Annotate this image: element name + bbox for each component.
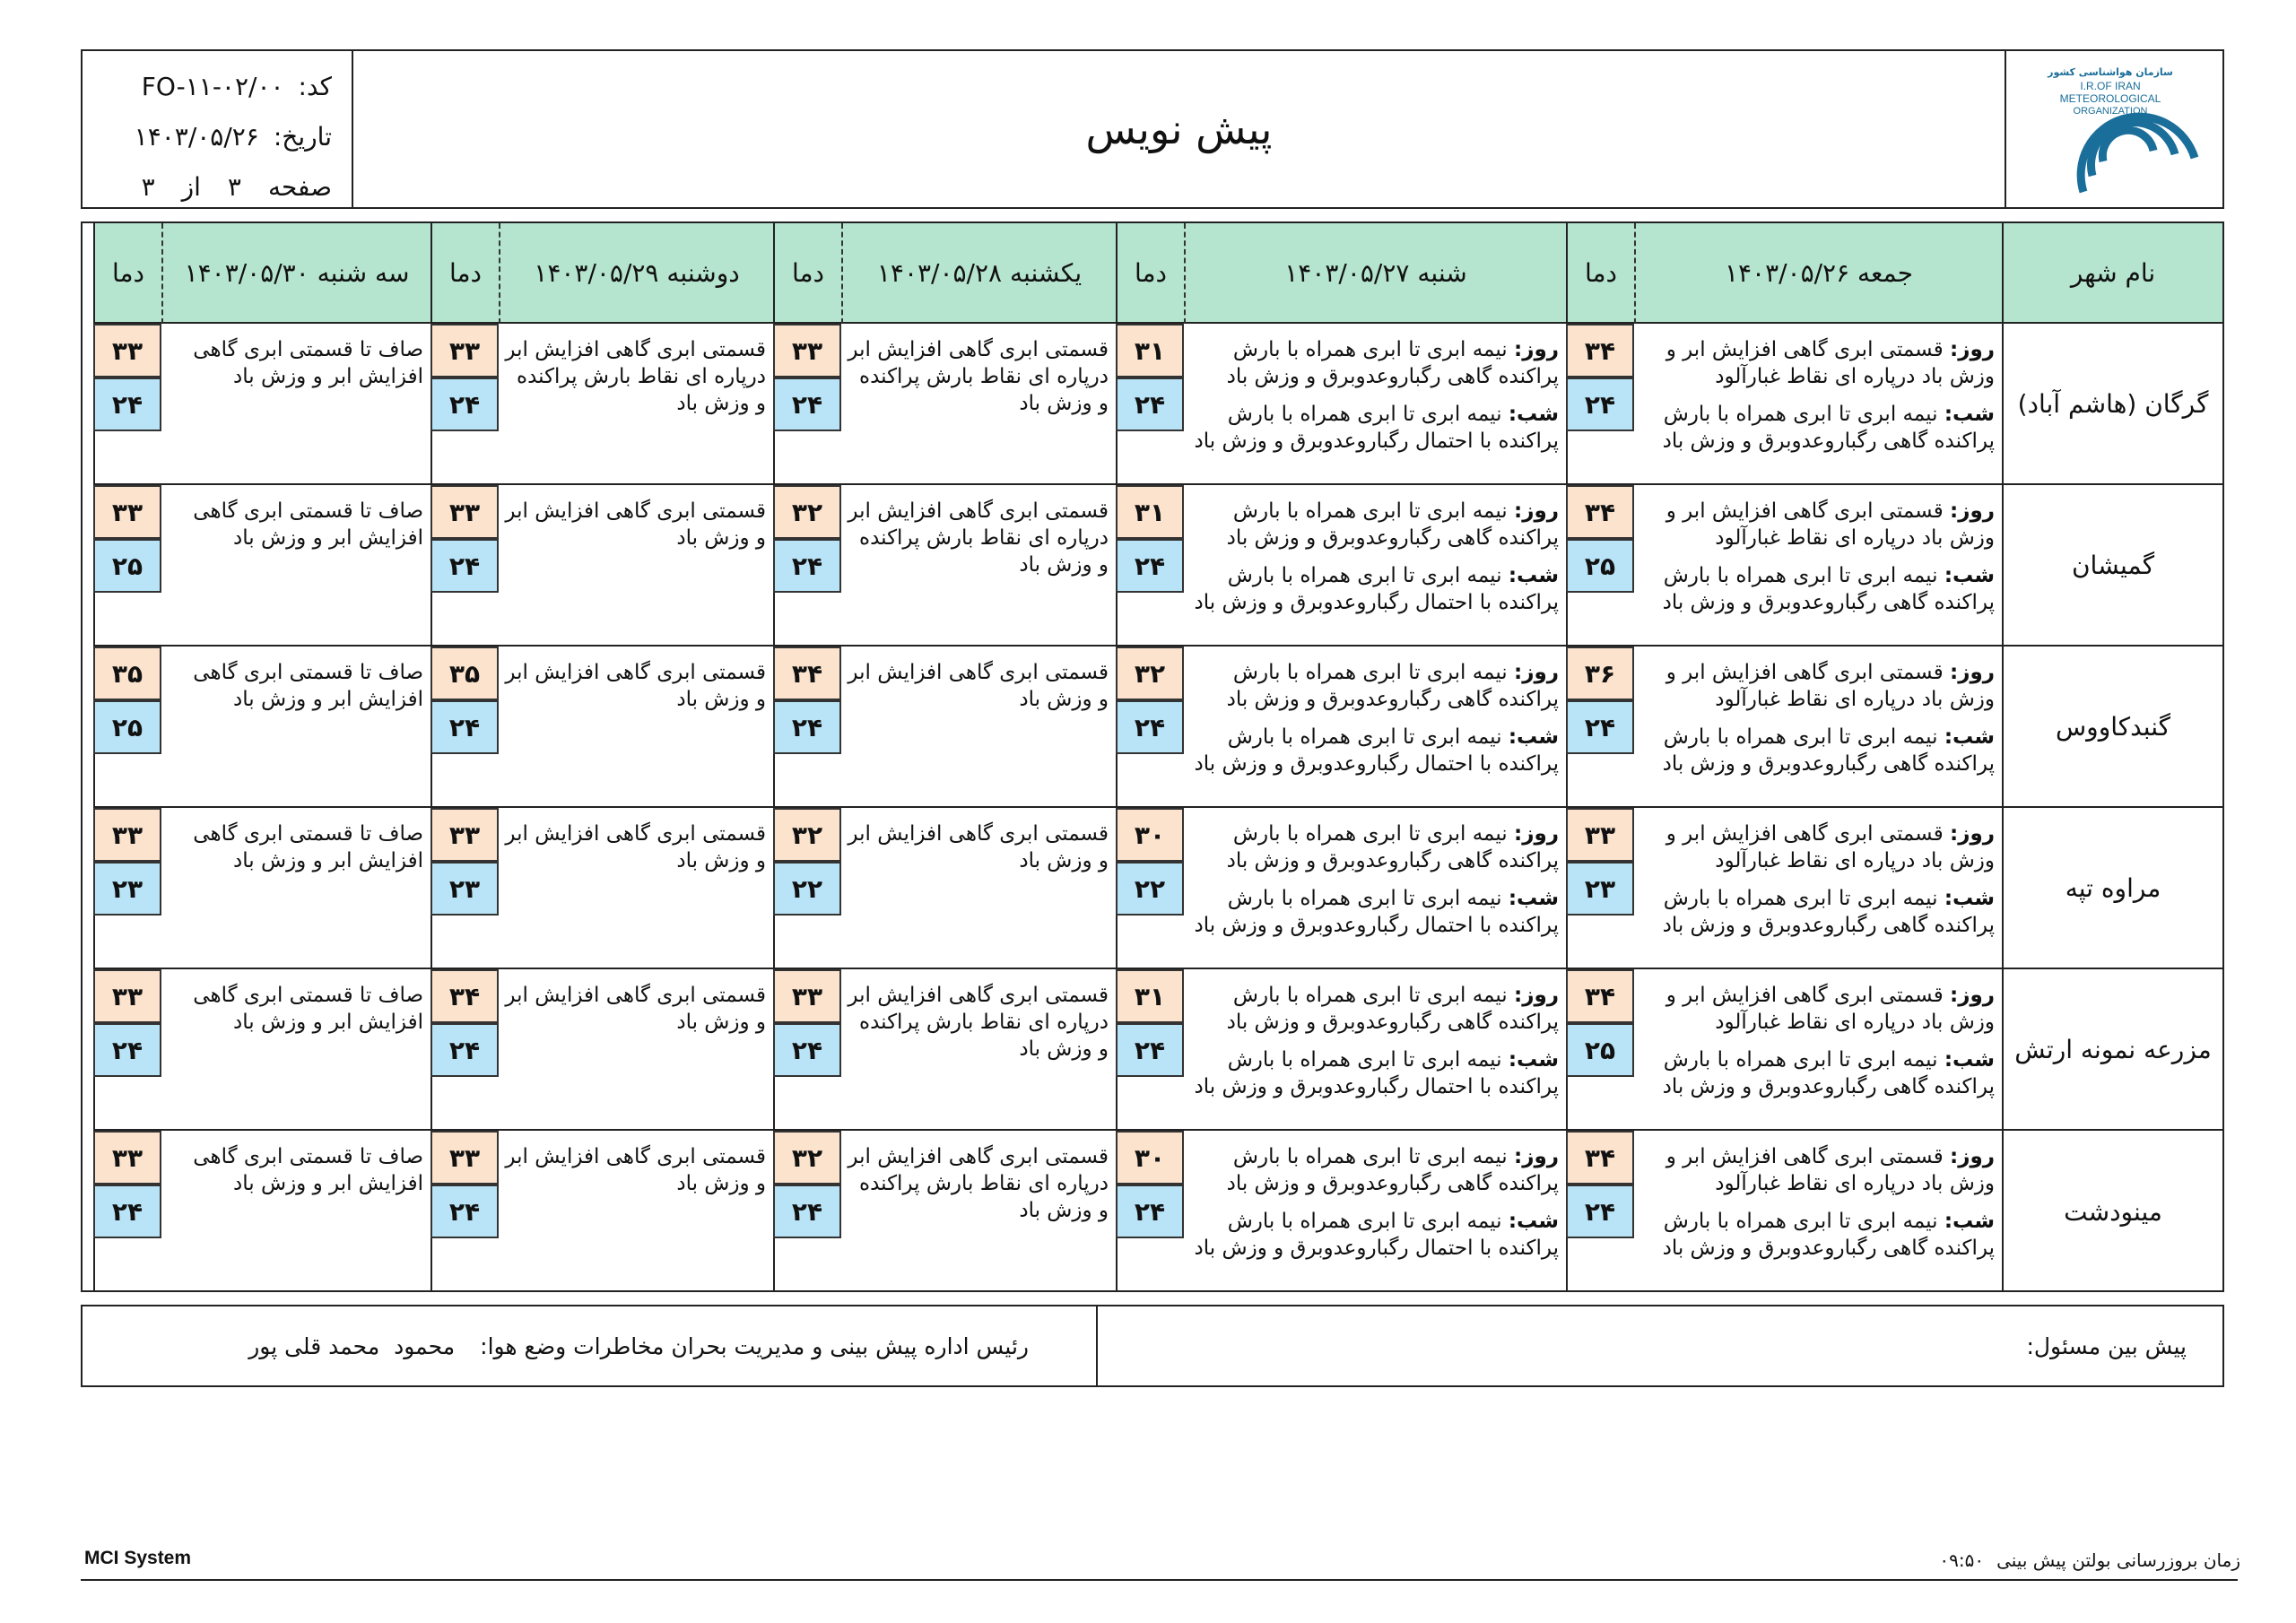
forecaster-cell (1096, 1306, 2222, 1385)
max-temperature: ۳۳ (430, 1131, 499, 1185)
forecast-text: قسمتی ابری گاهی افزایش ابر درپاره ای نقاط بارش پراکنده و وزش باد (505, 338, 766, 415)
date-row (83, 112, 332, 162)
forecast-day-2 (1184, 324, 1566, 485)
min-temperature: ۲۴ (430, 700, 499, 754)
night-forecast (1639, 885, 1995, 939)
forecast-day-4 (499, 808, 773, 969)
forecast-day-2 (1184, 808, 1566, 969)
column-header-temp-5: دما (93, 223, 161, 324)
day-label: روز: (1950, 499, 1995, 523)
max-temperature: ۳۱ (1116, 485, 1184, 539)
column-header-temp-1: دما (1566, 223, 1634, 324)
forecast-day-3 (841, 647, 1116, 808)
forecast-day-1 (1634, 1131, 2002, 1292)
night-forecast-text: نیمه ابری تا ابری همراه با بارش پراکنده با احتمال رگباروعدوبرق و وزش باد (1194, 564, 1559, 614)
head-cell (83, 1306, 1096, 1385)
day-label: روز: (1950, 338, 1995, 361)
night-forecast-text: نیمه ابری تا ابری همراه با بارش پراکنده گاهی رگباروعدوبرق و وزش باد (1662, 403, 1995, 453)
night-forecast (1189, 1208, 1559, 1262)
day-forecast (1639, 336, 1995, 390)
max-temperature: ۳۲ (773, 808, 841, 862)
max-temperature: ۳۰ (1116, 1131, 1184, 1185)
max-temperature: ۳۲ (773, 485, 841, 539)
column-header-day-1: جمعه ۱۴۰۳/۰۵/۲۶ (1634, 223, 2002, 324)
city-name: گمیشان (2002, 485, 2222, 647)
temperature-cell-5 (93, 808, 161, 969)
max-temperature: ۳۲ (773, 1131, 841, 1185)
column-header-day-4: دوشنبه ۱۴۰۳/۰۵/۲۹ (499, 223, 773, 324)
day-label: روز: (1514, 984, 1559, 1007)
min-temperature: ۲۴ (1566, 378, 1634, 431)
signature-box (81, 1305, 2224, 1387)
night-forecast (1189, 401, 1559, 455)
forecast-day-2 (1184, 969, 1566, 1131)
max-temperature: ۳۱ (1116, 969, 1184, 1023)
logo-cell (2005, 51, 2222, 207)
max-temperature: ۳۶ (1566, 647, 1634, 700)
temperature-cell-1 (1566, 485, 1634, 647)
min-temperature: ۲۵ (1566, 539, 1634, 593)
date-label: تاریخ: (273, 122, 332, 152)
max-temperature: ۳۰ (1116, 808, 1184, 862)
night-forecast (1189, 724, 1559, 777)
forecast-day-4 (499, 485, 773, 647)
temperature-cell-4 (430, 808, 499, 969)
max-temperature: ۳۱ (1116, 324, 1184, 378)
column-header-city: نام شهر (2002, 223, 2222, 324)
forecast-day-3 (841, 808, 1116, 969)
min-temperature: ۲۴ (773, 700, 841, 754)
forecast-text: قسمتی ابری گاهی افزایش ابر و وزش باد (505, 1145, 766, 1195)
night-forecast (1639, 401, 1995, 455)
min-temperature: ۲۴ (1116, 539, 1184, 593)
forecast-text: قسمتی ابری گاهی افزایش ابر و وزش باد (848, 661, 1109, 711)
max-temperature: ۳۳ (1566, 808, 1634, 862)
day-forecast (1189, 982, 1559, 1036)
temperature-cell-1 (1566, 808, 1634, 969)
forecast-day-2 (1184, 1131, 1566, 1292)
city-name: گرگان (هاشم آباد) (2002, 324, 2222, 485)
city-name: مراوه تپه (2002, 808, 2222, 969)
max-temperature: ۳۴ (1566, 485, 1634, 539)
column-header-day-2: شنبه ۱۴۰۳/۰۵/۲۷ (1184, 223, 1566, 324)
forecast-day-3 (841, 969, 1116, 1131)
day-forecast-text: قسمتی ابری گاهی افزایش ابر و وزش باد درپاره ای نقاط غبارآلود (1665, 499, 1995, 550)
temperature-cell-5 (93, 969, 161, 1131)
column-header-day-3: یکشنبه ۱۴۰۳/۰۵/۲۸ (841, 223, 1116, 324)
max-temperature: ۳۳ (93, 324, 161, 378)
day-forecast (1639, 982, 1995, 1036)
day-forecast-text: نیمه ابری تا ابری همراه با بارش پراکنده گاهی رگباروعدوبرق و وزش باد (1226, 661, 1559, 711)
temperature-cell-3 (773, 1131, 841, 1292)
temperature-cell-5 (93, 324, 161, 485)
forecast-day-5 (161, 1131, 430, 1292)
temperature-cell-2 (1116, 647, 1184, 808)
min-temperature: ۲۲ (1116, 862, 1184, 916)
forecast-text: صاف تا قسمتی ابری گاهی افزایش ابر و وزش باد (193, 822, 423, 872)
day-forecast (1189, 336, 1559, 390)
night-forecast-text: نیمه ابری تا ابری همراه با بارش پراکنده با احتمال رگباروعدوبرق و وزش باد (1194, 1048, 1559, 1098)
system-name: MCI System (84, 1548, 192, 1568)
forecast-day-5 (161, 647, 430, 808)
page-row (83, 162, 332, 213)
min-temperature: ۲۳ (430, 862, 499, 916)
night-forecast-text: نیمه ابری تا ابری همراه با بارش پراکنده گاهی رگباروعدوبرق و وزش باد (1662, 887, 1995, 937)
min-temperature: ۲۴ (1116, 700, 1184, 754)
forecast-text: قسمتی ابری گاهی افزایش ابر درپاره ای نقاط بارش پراکنده و وزش باد (848, 984, 1109, 1061)
temperature-cell-1 (1566, 647, 1634, 808)
max-temperature: ۳۳ (430, 485, 499, 539)
night-label: شب: (1944, 564, 1995, 587)
night-label: شب: (1508, 564, 1559, 587)
day-label: روز: (1514, 822, 1559, 846)
night-forecast-text: نیمه ابری تا ابری همراه با بارش پراکنده گاهی رگباروعدوبرق و وزش باد (1662, 725, 1995, 776)
temperature-cell-2 (1116, 324, 1184, 485)
forecast-text: قسمتی ابری گاهی افزایش ابر و وزش باد (505, 661, 766, 711)
forecast-text: قسمتی ابری گاهی افزایش ابر و وزش باد (505, 984, 766, 1034)
min-temperature: ۲۴ (773, 539, 841, 593)
max-temperature: ۳۳ (773, 969, 841, 1023)
max-temperature: ۳۴ (1566, 324, 1634, 378)
meteorological-organization-logo (2021, 57, 2209, 201)
night-forecast-text: نیمه ابری تا ابری همراه با بارش پراکنده گاهی رگباروعدوبرق و وزش باد (1662, 1048, 1995, 1098)
forecast-day-3 (841, 324, 1116, 485)
document-meta (83, 51, 353, 207)
min-temperature: ۲۴ (1116, 1185, 1184, 1238)
temperature-cell-3 (773, 324, 841, 485)
document-header (81, 49, 2224, 209)
max-temperature: ۳۳ (93, 485, 161, 539)
city-name: گنبدکاووس (2002, 647, 2222, 808)
night-label: شب: (1508, 403, 1559, 426)
forecast-day-2 (1184, 485, 1566, 647)
forecast-text: صاف تا قسمتی ابری گاهی افزایش ابر و وزش باد (193, 338, 423, 388)
column-header-temp-2: دما (1116, 223, 1184, 324)
temperature-cell-5 (93, 485, 161, 647)
temperature-cell-4 (430, 1131, 499, 1292)
day-forecast-text: قسمتی ابری گاهی افزایش ابر و وزش باد درپاره ای نقاط غبارآلود (1665, 661, 1995, 711)
temperature-cell-3 (773, 969, 841, 1131)
day-forecast (1189, 498, 1559, 551)
page-label: صفحه (267, 172, 332, 202)
night-forecast (1639, 562, 1995, 616)
night-forecast-text: نیمه ابری تا ابری همراه با بارش پراکنده گاهی رگباروعدوبرق و وزش باد (1662, 564, 1995, 614)
logo-brand-fa: سازمان هواشناسی کشور (2047, 66, 2173, 78)
max-temperature: ۳۵ (93, 647, 161, 700)
min-temperature: ۲۴ (93, 378, 161, 431)
min-temperature: ۲۴ (773, 1023, 841, 1077)
temperature-cell-1 (1566, 1131, 1634, 1292)
forecast-day-1 (1634, 485, 2002, 647)
min-temperature: ۲۴ (430, 378, 499, 431)
day-label: روز: (1514, 1145, 1559, 1168)
max-temperature: ۳۳ (773, 324, 841, 378)
head-name: محمود محمد قلی پور (248, 1332, 456, 1359)
forecast-text: صاف تا قسمتی ابری گاهی افزایش ابر و وزش باد (193, 1145, 423, 1195)
temperature-cell-5 (93, 1131, 161, 1292)
forecast-day-3 (841, 1131, 1116, 1292)
forecast-text: قسمتی ابری گاهی افزایش ابر و وزش باد (505, 499, 766, 550)
temperature-cell-4 (430, 485, 499, 647)
logo-brand-en-2: METEOROLOGICAL (2059, 92, 2161, 105)
night-label: شب: (1508, 1210, 1559, 1233)
min-temperature: ۲۴ (430, 1185, 499, 1238)
max-temperature: ۳۳ (93, 969, 161, 1023)
forecast-day-4 (499, 1131, 773, 1292)
day-label: روز: (1950, 1145, 1995, 1168)
day-forecast (1189, 659, 1559, 713)
column-header-temp-3: دما (773, 223, 841, 324)
page-current: ۳ (227, 172, 241, 202)
temperature-cell-5 (93, 647, 161, 808)
temperature-cell-4 (430, 324, 499, 485)
day-label: روز: (1950, 984, 1995, 1007)
forecast-day-1 (1634, 647, 2002, 808)
forecast-text: قسمتی ابری گاهی افزایش ابر درپاره ای نقاط بارش پراکنده و وزش باد (848, 338, 1109, 415)
day-forecast-text: قسمتی ابری گاهی افزایش ابر و وزش باد درپاره ای نقاط غبارآلود (1665, 984, 1995, 1034)
max-temperature: ۳۴ (430, 969, 499, 1023)
min-temperature: ۲۴ (1116, 378, 1184, 431)
min-temperature: ۲۵ (1566, 1023, 1634, 1077)
night-forecast-text: نیمه ابری تا ابری همراه با بارش پراکنده گاهی رگباروعدوبرق و وزش باد (1662, 1210, 1995, 1260)
forecast-day-4 (499, 647, 773, 808)
temperature-cell-1 (1566, 324, 1634, 485)
day-forecast (1639, 659, 1995, 713)
forecast-table (81, 221, 2224, 1292)
min-temperature: ۲۴ (430, 1023, 499, 1077)
day-forecast-text: نیمه ابری تا ابری همراه با بارش پراکنده گاهی رگباروعدوبرق و وزش باد (1226, 1145, 1559, 1195)
day-forecast (1639, 498, 1995, 551)
night-forecast-text: نیمه ابری تا ابری همراه با بارش پراکنده با احتمال رگباروعدوبرق و وزش باد (1194, 403, 1559, 453)
city-name: مینودشت (2002, 1131, 2222, 1292)
code-label: کد: (298, 72, 332, 101)
forecast-day-5 (161, 969, 430, 1131)
min-temperature: ۲۴ (1566, 700, 1634, 754)
logo-brand-en-1: I.R.OF IRAN (2079, 80, 2141, 92)
temperature-cell-4 (430, 647, 499, 808)
max-temperature: ۳۴ (773, 647, 841, 700)
day-forecast-text: نیمه ابری تا ابری همراه با بارش پراکنده گاهی رگباروعدوبرق و وزش باد (1226, 984, 1559, 1034)
night-label: شب: (1508, 725, 1559, 749)
max-temperature: ۳۴ (1566, 1131, 1634, 1185)
max-temperature: ۳۲ (1116, 647, 1184, 700)
night-forecast (1639, 724, 1995, 777)
temperature-cell-2 (1116, 1131, 1184, 1292)
forecast-day-2 (1184, 647, 1566, 808)
min-temperature: ۲۴ (93, 1185, 161, 1238)
night-forecast (1189, 885, 1559, 939)
day-label: روز: (1514, 338, 1559, 361)
page-total: ۳ (141, 172, 155, 202)
night-forecast (1189, 1046, 1559, 1100)
night-label: شب: (1944, 1210, 1995, 1233)
column-header-temp-4: دما (430, 223, 499, 324)
update-label: زمان بروزرسانی بولتن پیش بینی (1996, 1549, 2240, 1571)
forecast-text: صاف تا قسمتی ابری گاهی افزایش ابر و وزش باد (193, 661, 423, 711)
date-value: ۱۴۰۳/۰۵/۲۶ (134, 122, 259, 152)
max-temperature: ۳۳ (93, 808, 161, 862)
temperature-cell-3 (773, 485, 841, 647)
forecast-day-4 (499, 969, 773, 1131)
min-temperature: ۲۵ (93, 700, 161, 754)
forecast-text: قسمتی ابری گاهی افزایش ابر درپاره ای نقاط بارش پراکنده و وزش باد (848, 499, 1109, 577)
forecast-text: صاف تا قسمتی ابری گاهی افزایش ابر و وزش باد (193, 499, 423, 550)
logo-brand-en-3: ORGANIZATION (2073, 106, 2147, 117)
day-forecast (1639, 1143, 1995, 1197)
update-info (1939, 1549, 2240, 1571)
night-label: شب: (1944, 725, 1995, 749)
min-temperature: ۲۴ (773, 1185, 841, 1238)
footer-divider (81, 1579, 2238, 1581)
min-temperature: ۲۴ (93, 1023, 161, 1077)
temperature-cell-3 (773, 808, 841, 969)
update-time: ۰۹:۵۰ (1939, 1549, 1985, 1571)
max-temperature: ۳۳ (430, 808, 499, 862)
night-label: شب: (1508, 1048, 1559, 1072)
document-title: پیش نویس (1085, 105, 1273, 153)
day-label: روز: (1514, 499, 1559, 523)
min-temperature: ۲۳ (93, 862, 161, 916)
page-of: از (181, 172, 201, 202)
forecast-text: قسمتی ابری گاهی افزایش ابر و وزش باد (848, 822, 1109, 872)
night-label: شب: (1944, 1048, 1995, 1072)
night-forecast (1639, 1208, 1995, 1262)
temperature-cell-1 (1566, 969, 1634, 1131)
day-label: روز: (1514, 661, 1559, 684)
max-temperature: ۳۵ (430, 647, 499, 700)
day-forecast-text: قسمتی ابری گاهی افزایش ابر و وزش باد درپاره ای نقاط غبارآلود (1665, 1145, 1995, 1195)
min-temperature: ۲۴ (1116, 1023, 1184, 1077)
day-forecast (1189, 820, 1559, 874)
day-label: روز: (1950, 661, 1995, 684)
temperature-cell-2 (1116, 969, 1184, 1131)
forecast-day-5 (161, 808, 430, 969)
forecast-day-4 (499, 324, 773, 485)
night-forecast (1189, 562, 1559, 616)
code-row (83, 62, 332, 112)
forecast-text: قسمتی ابری گاهی افزایش ابر درپاره ای نقاط بارش پراکنده و وزش باد (848, 1145, 1109, 1222)
day-forecast-text: قسمتی ابری گاهی افزایش ابر و وزش باد درپاره ای نقاط غبارآلود (1665, 338, 1995, 388)
forecaster-label: پیش بین مسئول: (2026, 1332, 2187, 1359)
forecast-text: قسمتی ابری گاهی افزایش ابر و وزش باد (505, 822, 766, 872)
temperature-cell-2 (1116, 808, 1184, 969)
forecast-text: صاف تا قسمتی ابری گاهی افزایش ابر و وزش باد (193, 984, 423, 1034)
min-temperature: ۲۴ (430, 539, 499, 593)
forecast-day-1 (1634, 324, 2002, 485)
min-temperature: ۲۴ (1566, 1185, 1634, 1238)
day-forecast-text: نیمه ابری تا ابری همراه با بارش پراکنده گاهی رگباروعدوبرق و وزش باد (1226, 499, 1559, 550)
city-name: مزرعه نمونه ارتش (2002, 969, 2222, 1131)
forecast-day-1 (1634, 808, 2002, 969)
column-header-day-5: سه شنبه ۱۴۰۳/۰۵/۳۰ (161, 223, 430, 324)
day-label: روز: (1950, 822, 1995, 846)
day-forecast-text: قسمتی ابری گاهی افزایش ابر و وزش باد درپاره ای نقاط غبارآلود (1665, 822, 1995, 872)
temperature-cell-2 (1116, 485, 1184, 647)
min-temperature: ۲۲ (773, 862, 841, 916)
night-forecast-text: نیمه ابری تا ابری همراه با بارش پراکنده با احتمال رگباروعدوبرق و وزش باد (1194, 725, 1559, 776)
day-forecast (1189, 1143, 1559, 1197)
night-label: شب: (1944, 887, 1995, 910)
min-temperature: ۲۵ (93, 539, 161, 593)
max-temperature: ۳۳ (93, 1131, 161, 1185)
day-forecast-text: نیمه ابری تا ابری همراه با بارش پراکنده گاهی رگباروعدوبرق و وزش باد (1226, 338, 1559, 388)
night-forecast (1639, 1046, 1995, 1100)
day-forecast (1639, 820, 1995, 874)
forecast-day-1 (1634, 969, 2002, 1131)
max-temperature: ۳۴ (1566, 969, 1634, 1023)
code-value: FO-۱۱-۰۲/۰۰ (141, 72, 284, 101)
day-forecast-text: نیمه ابری تا ابری همراه با بارش پراکنده گاهی رگباروعدوبرق و وزش باد (1226, 822, 1559, 872)
min-temperature: ۲۴ (773, 378, 841, 431)
forecast-day-3 (841, 485, 1116, 647)
temperature-cell-4 (430, 969, 499, 1131)
night-label: شب: (1508, 887, 1559, 910)
temperature-cell-3 (773, 647, 841, 808)
max-temperature: ۳۳ (430, 324, 499, 378)
min-temperature: ۲۳ (1566, 862, 1634, 916)
night-forecast-text: نیمه ابری تا ابری همراه با بارش پراکنده با احتمال رگباروعدوبرق و وزش باد (1194, 1210, 1559, 1260)
head-label: رئیس اداره پیش بینی و مدیریت بحران مخاطرات وضع هوا: (480, 1332, 1029, 1359)
night-label: شب: (1944, 403, 1995, 426)
forecast-day-5 (161, 324, 430, 485)
night-forecast-text: نیمه ابری تا ابری همراه با بارش پراکنده با احتمال رگباروعدوبرق و وزش باد (1194, 887, 1559, 937)
forecast-day-5 (161, 485, 430, 647)
